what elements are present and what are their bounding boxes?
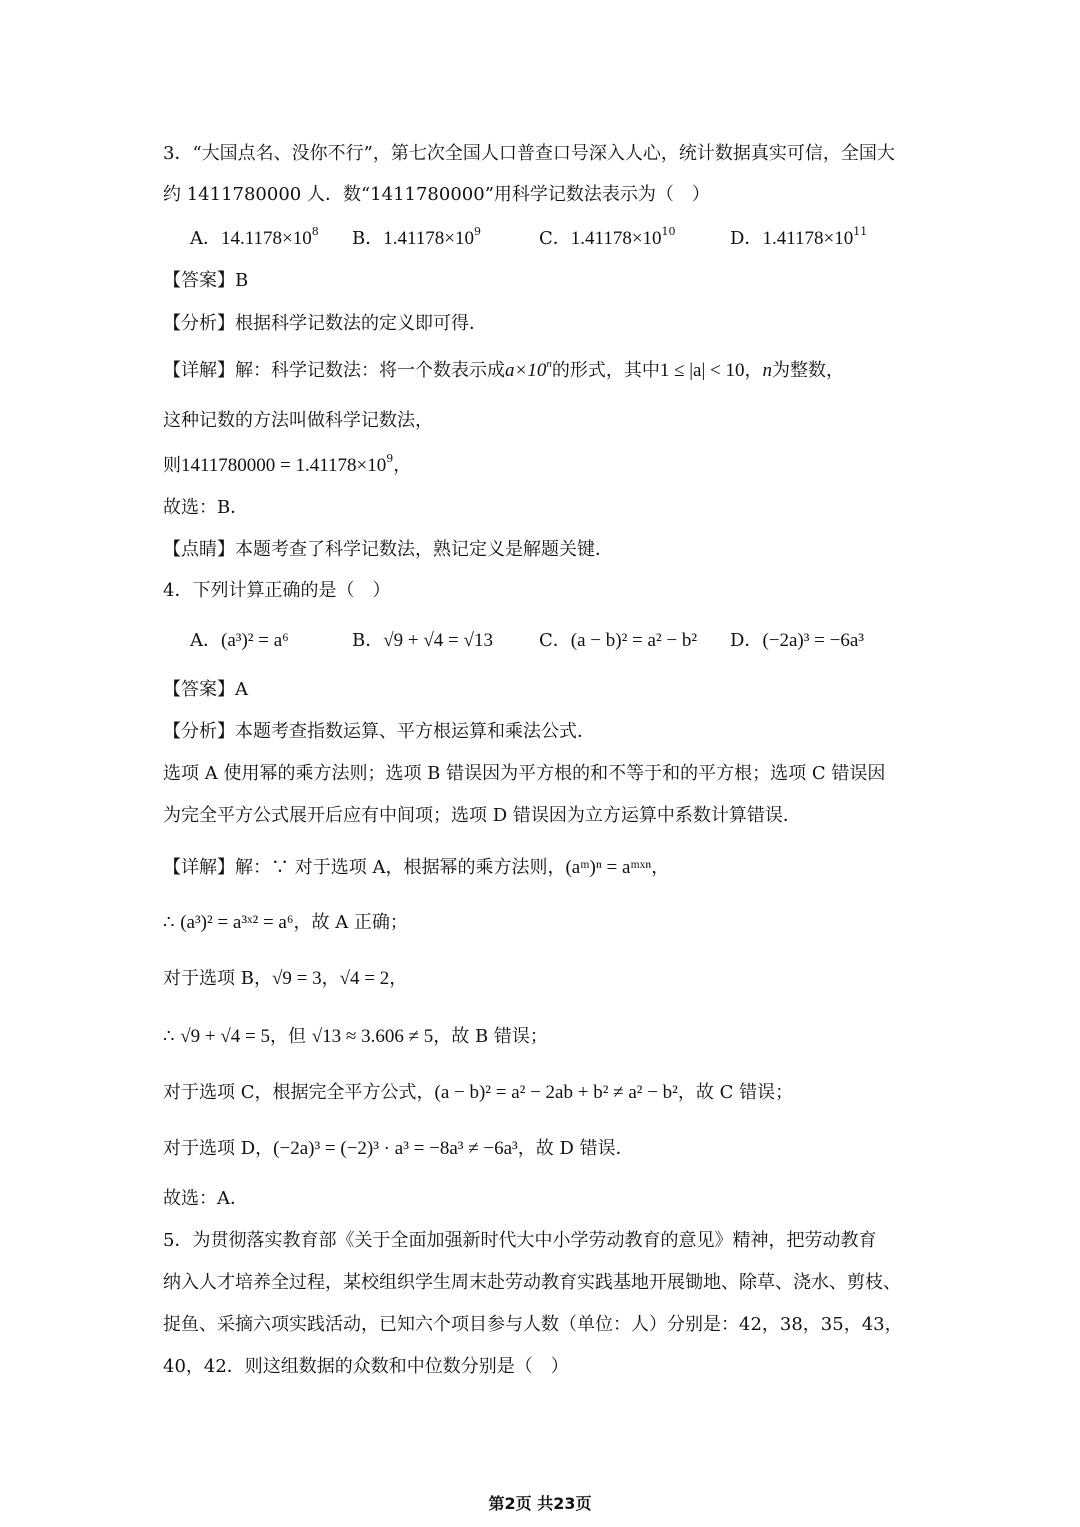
q3-option-d: D．$1.41178\times 10^{11}$ [730,225,868,249]
q3-option-c: C．$1.41178\times 10^{10}$ [539,225,676,249]
q5-line3: 捉鱼、采摘六项实践活动，已知六个项目参与人数（单位：人）分别是：42，38，35，43， [163,1314,903,1335]
q3-choose: 故选：B． [163,497,249,518]
q3-comment: 【点睛】本题考查了科学记数法，熟记定义是解题关键． [163,539,613,560]
q4-analysis-line2: 选项 A 使用幂的乘方法则；选项 B 错误因为平方根的和不等于和的平方根；选项 C 错误因 [163,763,886,784]
q5-line4: 40，42．则这组数据的众数和中位数分别是（ ） [163,1356,569,1377]
q4-answer: 【答案】A [163,679,248,700]
q3-option-b: B．$1.41178\times 10^9$ [352,225,481,249]
q3-answer: 【答案】B [163,270,249,291]
q5-line1: 5．为贯彻落实教育部《关于全面加强新时代大中小学劳动教育的意见》精神，把劳动教育 [163,1230,877,1251]
q4-option-a: A．(a³)² = a⁶ [190,630,289,651]
q3-option-a: A．$14.1178\times 10^8$ [190,225,319,249]
q4-detail-line4: ∴ √9 + √4 = 5，但 √13 ≈ 3.606 ≠ 5，故 B 错误； [163,1026,548,1047]
q4-detail-line5: 对于选项 C，根据完全平方公式，(a − b)² = a² − 2ab + b² ≠ a² − b²，故 C 错误； [163,1082,794,1103]
q4-detail-line2: ∴ (a³)² = a³ˣ² = a⁶，故 A 正确； [163,912,408,933]
q4-option-d: D．(−2a)³ = −6a³ [730,630,864,651]
q3-stem-line1: 3．“大国点名、没你不行”，第七次全国人口普查口号深入人心，统计数据真实可信，全国大 [163,143,895,164]
q4-detail-line3: 对于选项 B，√9 = 3，√4 = 2， [163,968,408,989]
q4-stem: 4．下列计算正确的是（ ） [163,580,391,601]
page-footer: 第2页 共23页 [488,1494,592,1513]
q4-option-c: C．(a − b)² = a² − b² [539,630,698,651]
q3-detail-line1: 【详解】解：科学记数法：将一个数表示成$a\times 10^n$的形式，其中1 ≤ |a| < 10，n为整数， [163,358,845,381]
q4-choose: 故选：A． [163,1188,248,1209]
q3-stem-line2: 约 1411780000 人．数“1411780000”用科学记数法表示为（ ） [163,184,710,205]
q3-detail-line2: 这种记数的方法叫做科学记数法， [163,410,433,431]
q4-detail-line1: 【详解】解：∵ 对于选项 A，根据幂的乘方法则，(aᵐ)ⁿ = aᵐˣⁿ， [163,857,670,878]
q3-detail-line3: 则$1411780000 = 1.41178\times 10^9$， [163,452,412,476]
q5-line2: 纳入人才培养全过程，某校组织学生周末赴劳动教育实践基地开展锄地、除草、浇水、剪枝、 [163,1272,901,1293]
q4-option-b: B．√9 + √4 = √13 [352,630,493,651]
q4-detail-line6: 对于选项 D，(−2a)³ = (−2)³ · a³ = −8a³ ≠ −6a³，故 D 错误． [163,1138,634,1159]
q3-analysis: 【分析】根据科学记数法的定义即可得． [163,313,487,334]
q4-analysis: 【分析】本题考查指数运算、平方根运算和乘法公式． [163,721,595,742]
q4-analysis-line3: 为完全平方公式展开后应有中间项；选项 D 错误因为立方运算中系数计算错误． [163,805,801,826]
